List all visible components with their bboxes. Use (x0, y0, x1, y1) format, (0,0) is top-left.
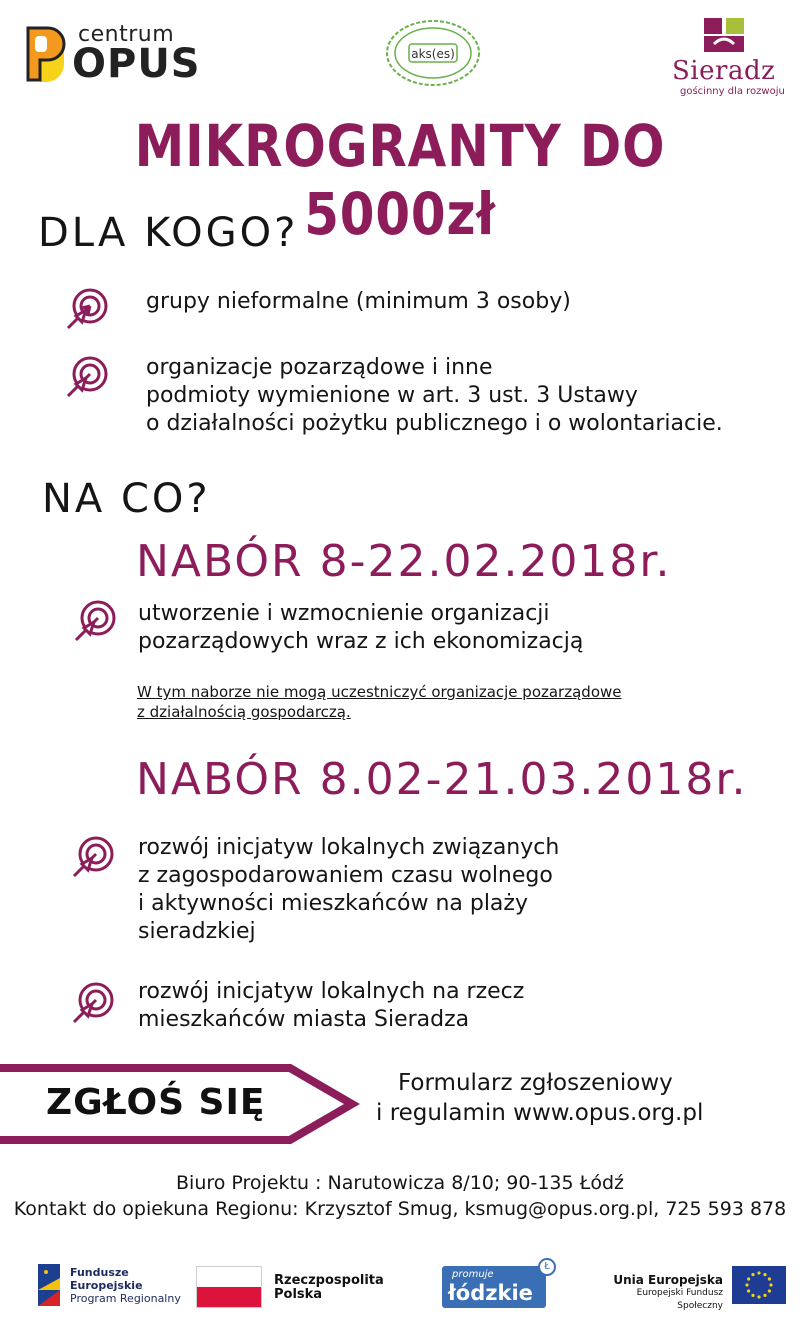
pointer-click-icon (68, 598, 118, 648)
pointer-click-icon (60, 286, 110, 336)
pointer-click-icon (66, 834, 116, 884)
lodzkie-badge-icon: Ł (538, 1258, 556, 1276)
akses-seal-icon (383, 18, 483, 88)
who-item-1: grupy nieformalne (minimum 3 osoby) (146, 289, 571, 314)
nabor-1-title: NABÓR 8-22.02.2018r. (136, 536, 672, 587)
eu-flag-icon (732, 1266, 786, 1304)
nabor-2-title: NABÓR 8.02-21.03.2018r. (136, 754, 748, 805)
sieradz-logo-icon (700, 14, 748, 54)
nabor-2-item-1: rozwój inicjatyw lokalnych związanych z zagospodarowaniem czasu wolnego i aktywności mieszkańców na plaży sieradzkiej (138, 835, 560, 944)
nabor-1-note: W tym naborze nie mogą uczestniczyć organizacje pozarządowe z działalnością gospodarczą. (137, 683, 622, 721)
opus-logo-icon (22, 24, 66, 84)
form-info-line-1: Formularz zgłoszeniowy (398, 1070, 673, 1096)
footer-contact: Kontakt do opiekuna Regionu: Krzysztof Smug, ksmug@opus.org.pl, 725 593 878 (13, 1198, 787, 1220)
rzeczpospolita-polska-text: Rzeczpospolita Polska (274, 1273, 384, 1302)
signup-label: ZGŁOŚ SIĘ (46, 1082, 266, 1123)
heading-who: DLA KOGO? (38, 210, 299, 256)
opus-logo-main: OPUS (72, 41, 201, 87)
who-item-2: organizacje pozarządowe i inne podmioty wymienione w art. 3 ust. 3 Ustawy o działalności pożytku publicznego i o wolontariacie. (146, 355, 723, 436)
promuje-lodzkie-logo: promuje łódzkie (442, 1266, 546, 1308)
sieradz-logo-tagline: gościnny dla rozwoju (680, 86, 785, 97)
fundusze-europejskie-text: Fundusze Europejskie Program Regionalny (70, 1266, 181, 1305)
poland-flag-icon (196, 1266, 262, 1308)
fundusze-europejskie-icon (34, 1260, 64, 1310)
heading-what: NA CO? (42, 476, 211, 522)
form-info-line-2: i regulamin www.opus.org.pl (376, 1100, 704, 1126)
page-title: MIKROGRANTY DO 5000zł (134, 112, 666, 248)
pointer-click-icon (66, 980, 116, 1030)
opus-logo-small: centrum (78, 22, 175, 47)
nabor-1-item-1: utworzenie i wzmocnienie organizacji pozarządowych wraz z ich ekonomizacją (138, 601, 584, 654)
nabor-2-item-2: rozwój inicjatyw lokalnych na rzecz mieszkańców miasta Sieradza (138, 979, 525, 1032)
akses-seal-label: aks(es) (411, 47, 455, 61)
unia-europejska-text: Unia Europejska Europejski Fundusz Społeczny (613, 1273, 723, 1311)
sieradz-logo-name: Sieradz (672, 56, 776, 86)
footer-address: Biuro Projektu : Narutowicza 8/10; 90-135 Łódź (176, 1172, 624, 1194)
pointer-click-icon (60, 354, 110, 404)
